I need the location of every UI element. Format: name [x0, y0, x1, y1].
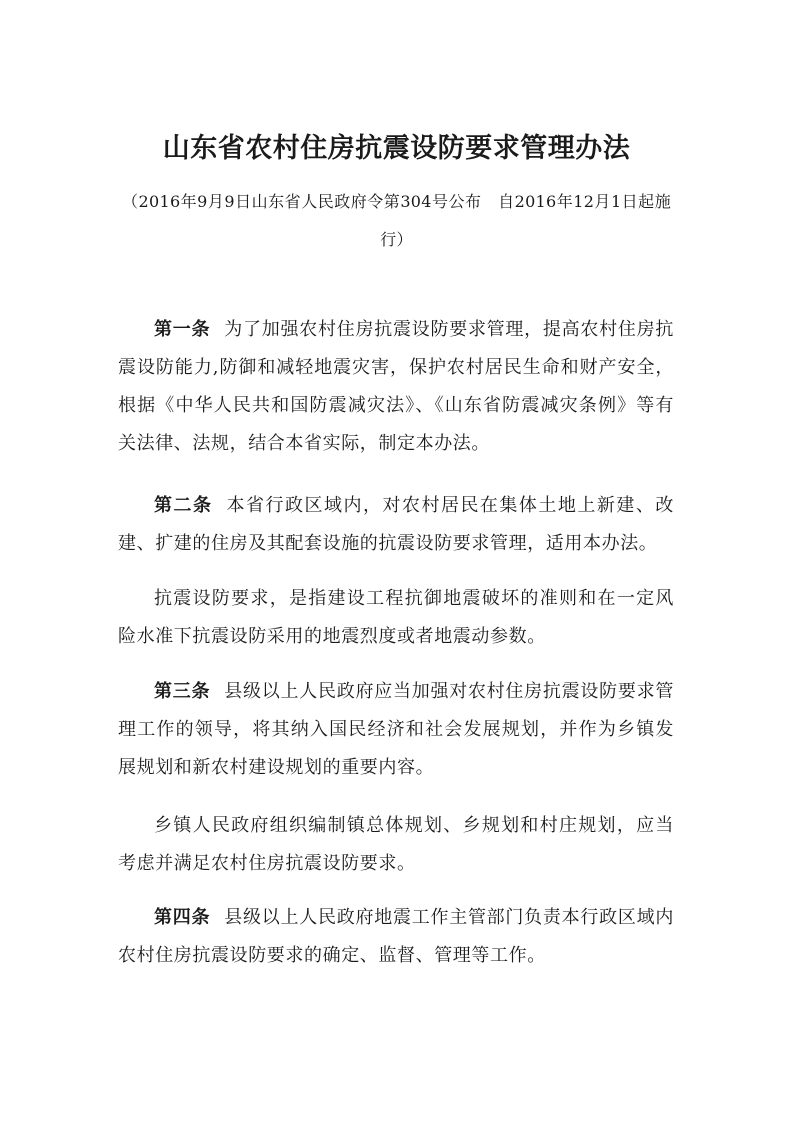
article-2-label: 第二条 — [154, 495, 213, 516]
article-3-label: 第三条 — [154, 681, 211, 702]
article-4 — [118, 899, 674, 975]
document-subtitle: （2016年9月9日山东省人民政府令第304号公布 自2016年12月1日起施行） — [122, 192, 671, 249]
article-3-text: 县级以上人民政府应当加强对农村住房抗震设防要求管理工作的领导，将其纳入国民经济和社会发展规划，并作为乡镇发展规划和新农村建设规划的重要内容。 — [118, 681, 674, 778]
document-title: 山东省农村住房抗震设防要求管理办法 — [162, 133, 631, 164]
article-4-label: 第四条 — [154, 907, 211, 928]
article-2-paragraph-2-text: 抗震设防要求，是指建设工程抗御地震破坏的准则和在一定风险水准下抗震设防采用的地震烈度或者地震动参数。 — [118, 588, 674, 647]
article-1-text: 为了加强农村住房抗震设防要求管理，提高农村住房抗震设防能力,防御和减轻地震灾害，保护农村居民生命和财产安全，根据《中华人民共和国防震减灾法》、《山东省防震减灾条例》等有关法律、法规，结合本省实际，制定本办法。 — [118, 319, 674, 454]
article-4-text: 县级以上人民政府地震工作主管部门负责本行政区域内农村住房抗震设防要求的确定、监督、管理等工作。 — [118, 907, 674, 966]
article-2-paragraph-2 — [118, 580, 674, 656]
article-3 — [118, 673, 674, 787]
article-1 — [118, 311, 674, 463]
article-1-label: 第一条 — [154, 319, 211, 340]
article-3-paragraph-2 — [118, 807, 674, 883]
article-2-text: 本省行政区域内，对农村居民在集体土地上新建、改建、扩建的住房及其配套设施的抗震设防要求管理，适用本办法。 — [118, 495, 674, 554]
article-3-paragraph-2-text: 乡镇人民政府组织编制镇总体规划、乡规划和村庄规划，应当考虑并满足农村住房抗震设防要求。 — [118, 815, 674, 874]
article-2 — [118, 487, 674, 563]
